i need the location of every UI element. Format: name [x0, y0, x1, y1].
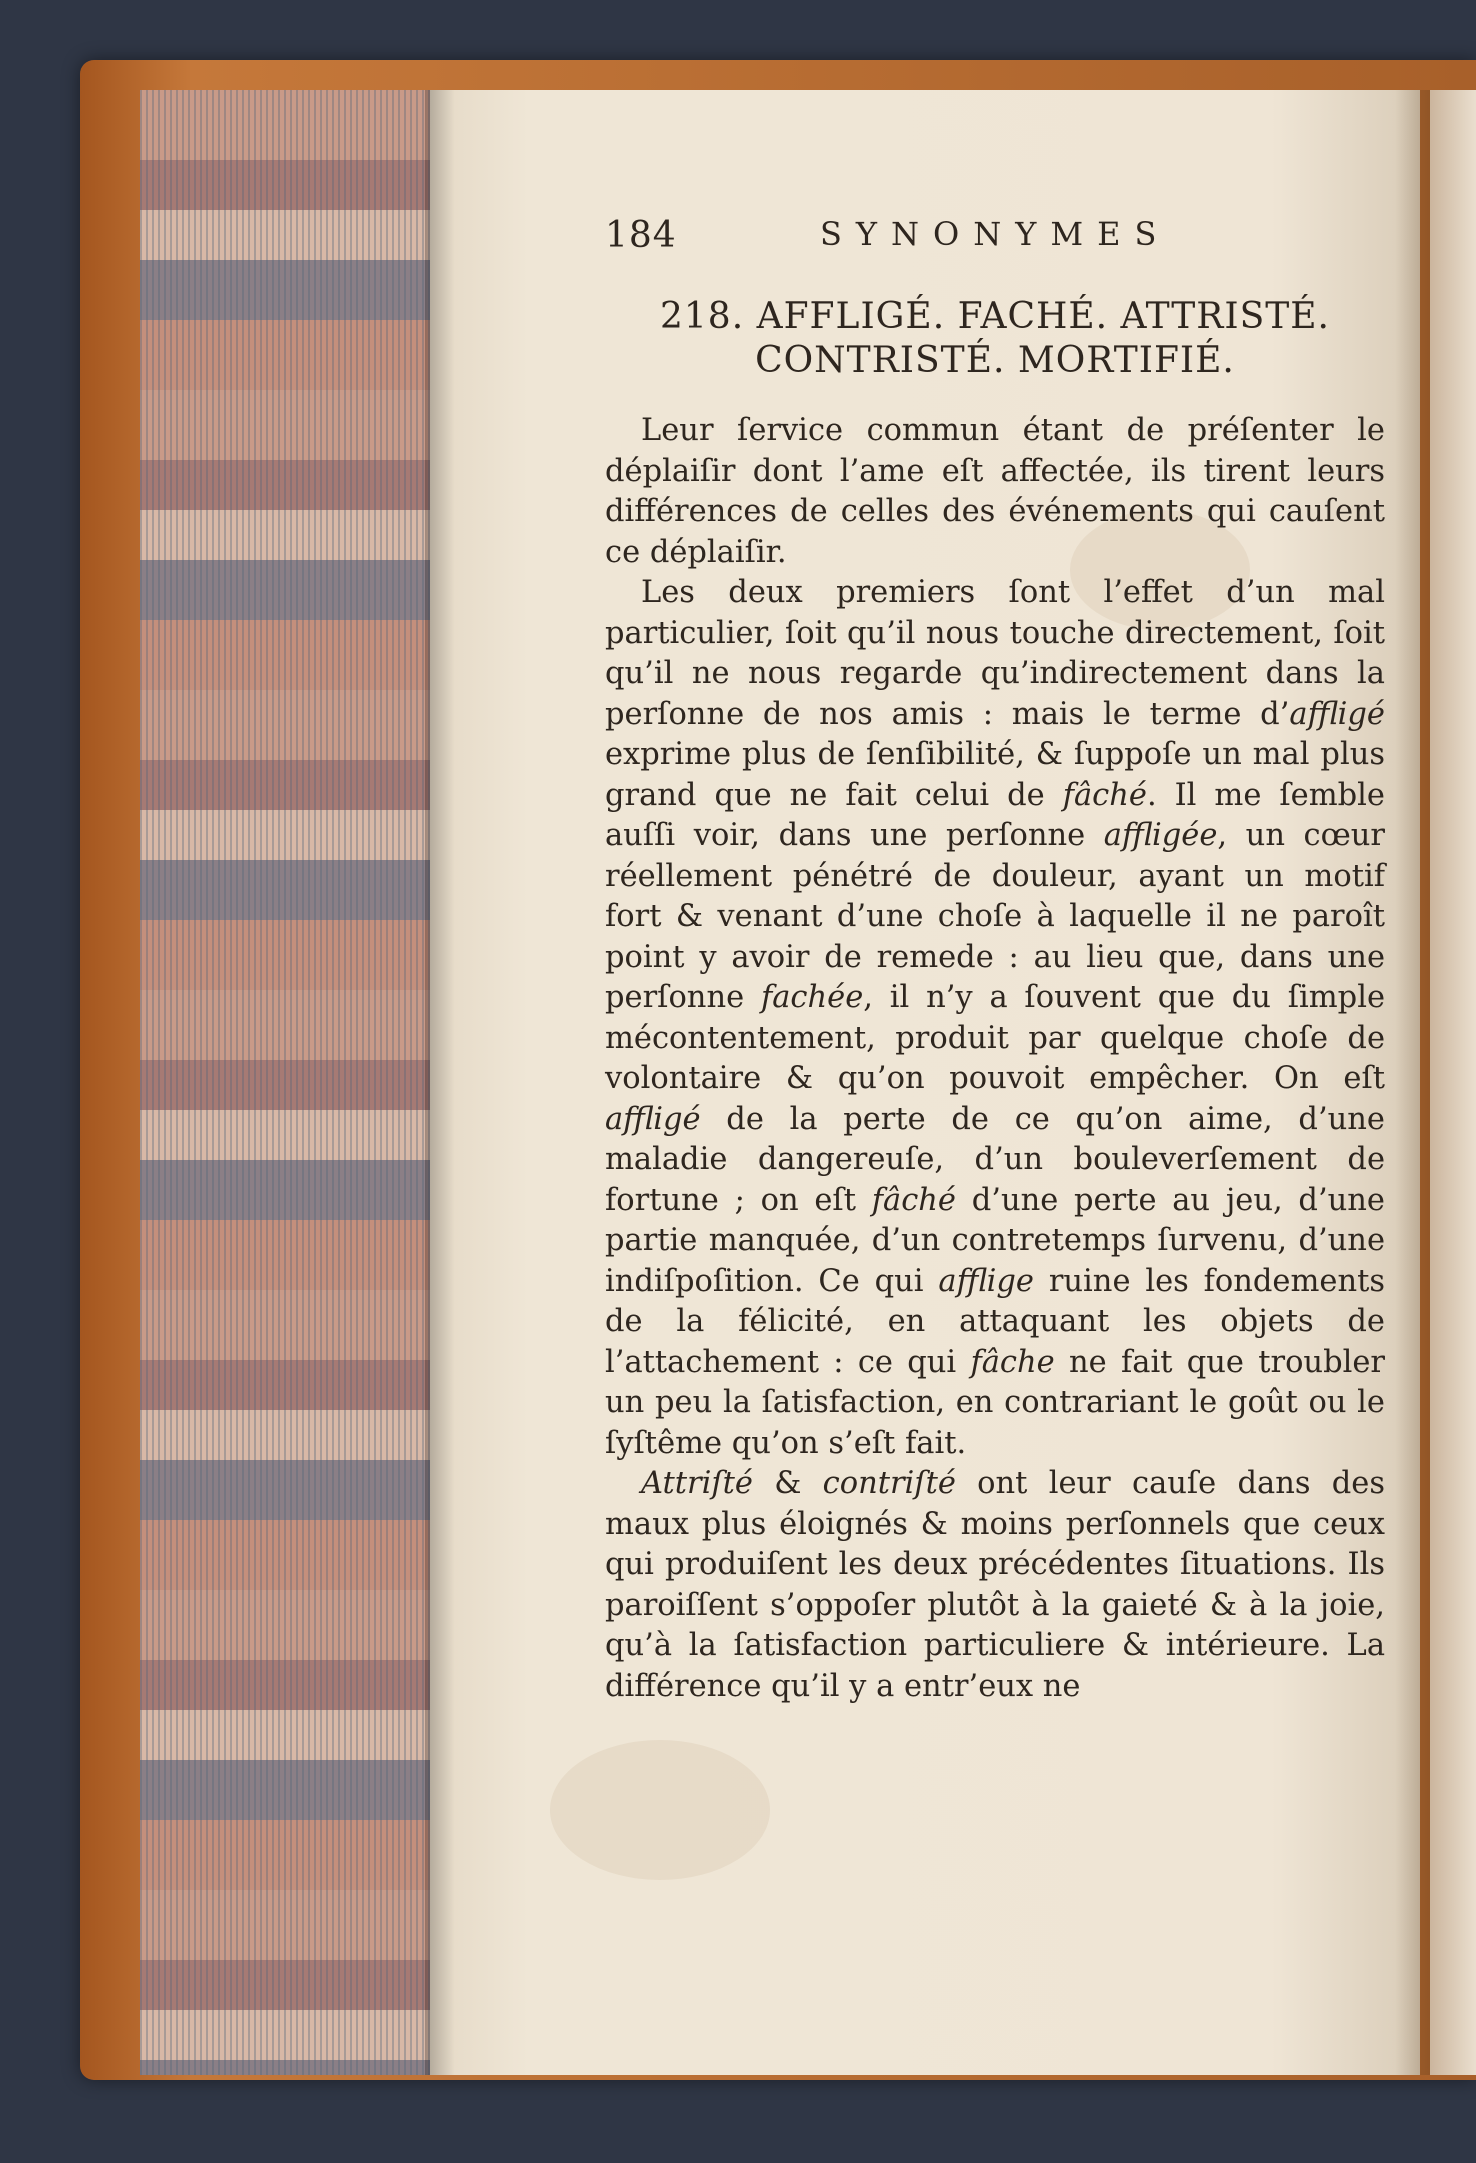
- italic-term: Attriſté: [641, 1466, 753, 1501]
- facing-page-edge: [1430, 90, 1476, 2075]
- text-segment: d’une perte au jeu, d’une partie manquée, d’un contretemps ſurvenu, d’une indiſpoſition. Ce qui: [605, 1182, 1385, 1299]
- text-segment: Les deux premiers ſont l’effet d’un mal particulier, ſoit qu’il nous touche directement, ſoit qu’il ne nous regarde qu’indirectement dans la perſonne de nos amis : mais le terme d’: [605, 575, 1385, 732]
- text-segment: , il n’y a ſouvent que du ſimple mécontentement, produit par quelque choſe de volontaire & qu’on pouvoit empêcher. On eſt: [605, 980, 1385, 1096]
- italic-term: fâché: [871, 1182, 956, 1218]
- entry-heading-line-1: 218. AFFLIGÉ. FACHÉ. ATTRISTÉ.: [659, 296, 1330, 337]
- text-segment: Leur ſervice commun étant de préſenter le déplaiſir dont l’ame eſt affectée, ils tirent leurs différences de celles des événements qui cauſent ce déplaiſir.: [605, 413, 1385, 570]
- paper-stain: [550, 1740, 770, 1880]
- page-content: [605, 215, 1385, 1707]
- entry-heading: [605, 295, 1385, 383]
- text-segment: ruine les fondements de la félicité, en attaquant les objets de l’attachement : ce qui: [605, 1263, 1385, 1380]
- page-edges: [140, 90, 443, 2075]
- italic-term: fâché: [1062, 777, 1147, 813]
- paragraph: [605, 411, 1385, 573]
- running-head: [605, 215, 1385, 265]
- italic-term: affligé: [1289, 696, 1385, 732]
- body-text: [605, 411, 1385, 1707]
- italic-term: affligé: [605, 1101, 701, 1137]
- gutter-shadow: [425, 90, 455, 2075]
- text-segment: , un cœur réellement pénétré de douleur, ayant un motif fort & venant d’une choſe à laquelle il ne paroît point y avoir de remede : au lieu que, dans une perſonne: [605, 818, 1385, 1015]
- italic-term: fachée: [760, 980, 864, 1015]
- spine-shadow: [1395, 90, 1435, 2075]
- text-segment: &: [752, 1466, 823, 1501]
- page-number: 184: [605, 215, 677, 256]
- text-segment: ne fait que troubler un peu la ſatisfaction, en contrariant le goût ou le ſyſtême qu’on s’eſt fait.: [605, 1344, 1385, 1461]
- italic-term: afflige: [938, 1263, 1034, 1299]
- running-title: SYNONYMES: [820, 215, 1171, 253]
- text-segment: . Il me ſemble auſſi voir, dans une perſonne: [605, 777, 1385, 853]
- text-segment: exprime plus de ſenſibilité, & ſuppoſe un mal plus grand que ne fait celui de: [605, 737, 1385, 813]
- entry-heading-line-2: CONTRISTÉ. MORTIFIÉ.: [755, 340, 1235, 381]
- text-segment: ont leur cauſe dans des maux plus éloignés & moins perſonnels que ceux qui produiſent les deux précédentes ſituations. Ils paroiſſent s’oppoſer plutôt à la gaieté & à la joie, qu’à la ſatisfaction particuliere & intérieure. La différence qu’il y a entr’eux ne: [605, 1466, 1385, 1704]
- italic-term: contriſté: [822, 1466, 956, 1501]
- paragraph: [605, 573, 1385, 1464]
- italic-term: affligée: [1103, 818, 1218, 853]
- italic-term: fâche: [970, 1344, 1055, 1380]
- paragraph: [605, 1464, 1385, 1707]
- text-segment: de la perte de ce qu’on aime, d’une maladie dangereuſe, d’un bouleverſement de fortune ; on eſt: [605, 1101, 1385, 1218]
